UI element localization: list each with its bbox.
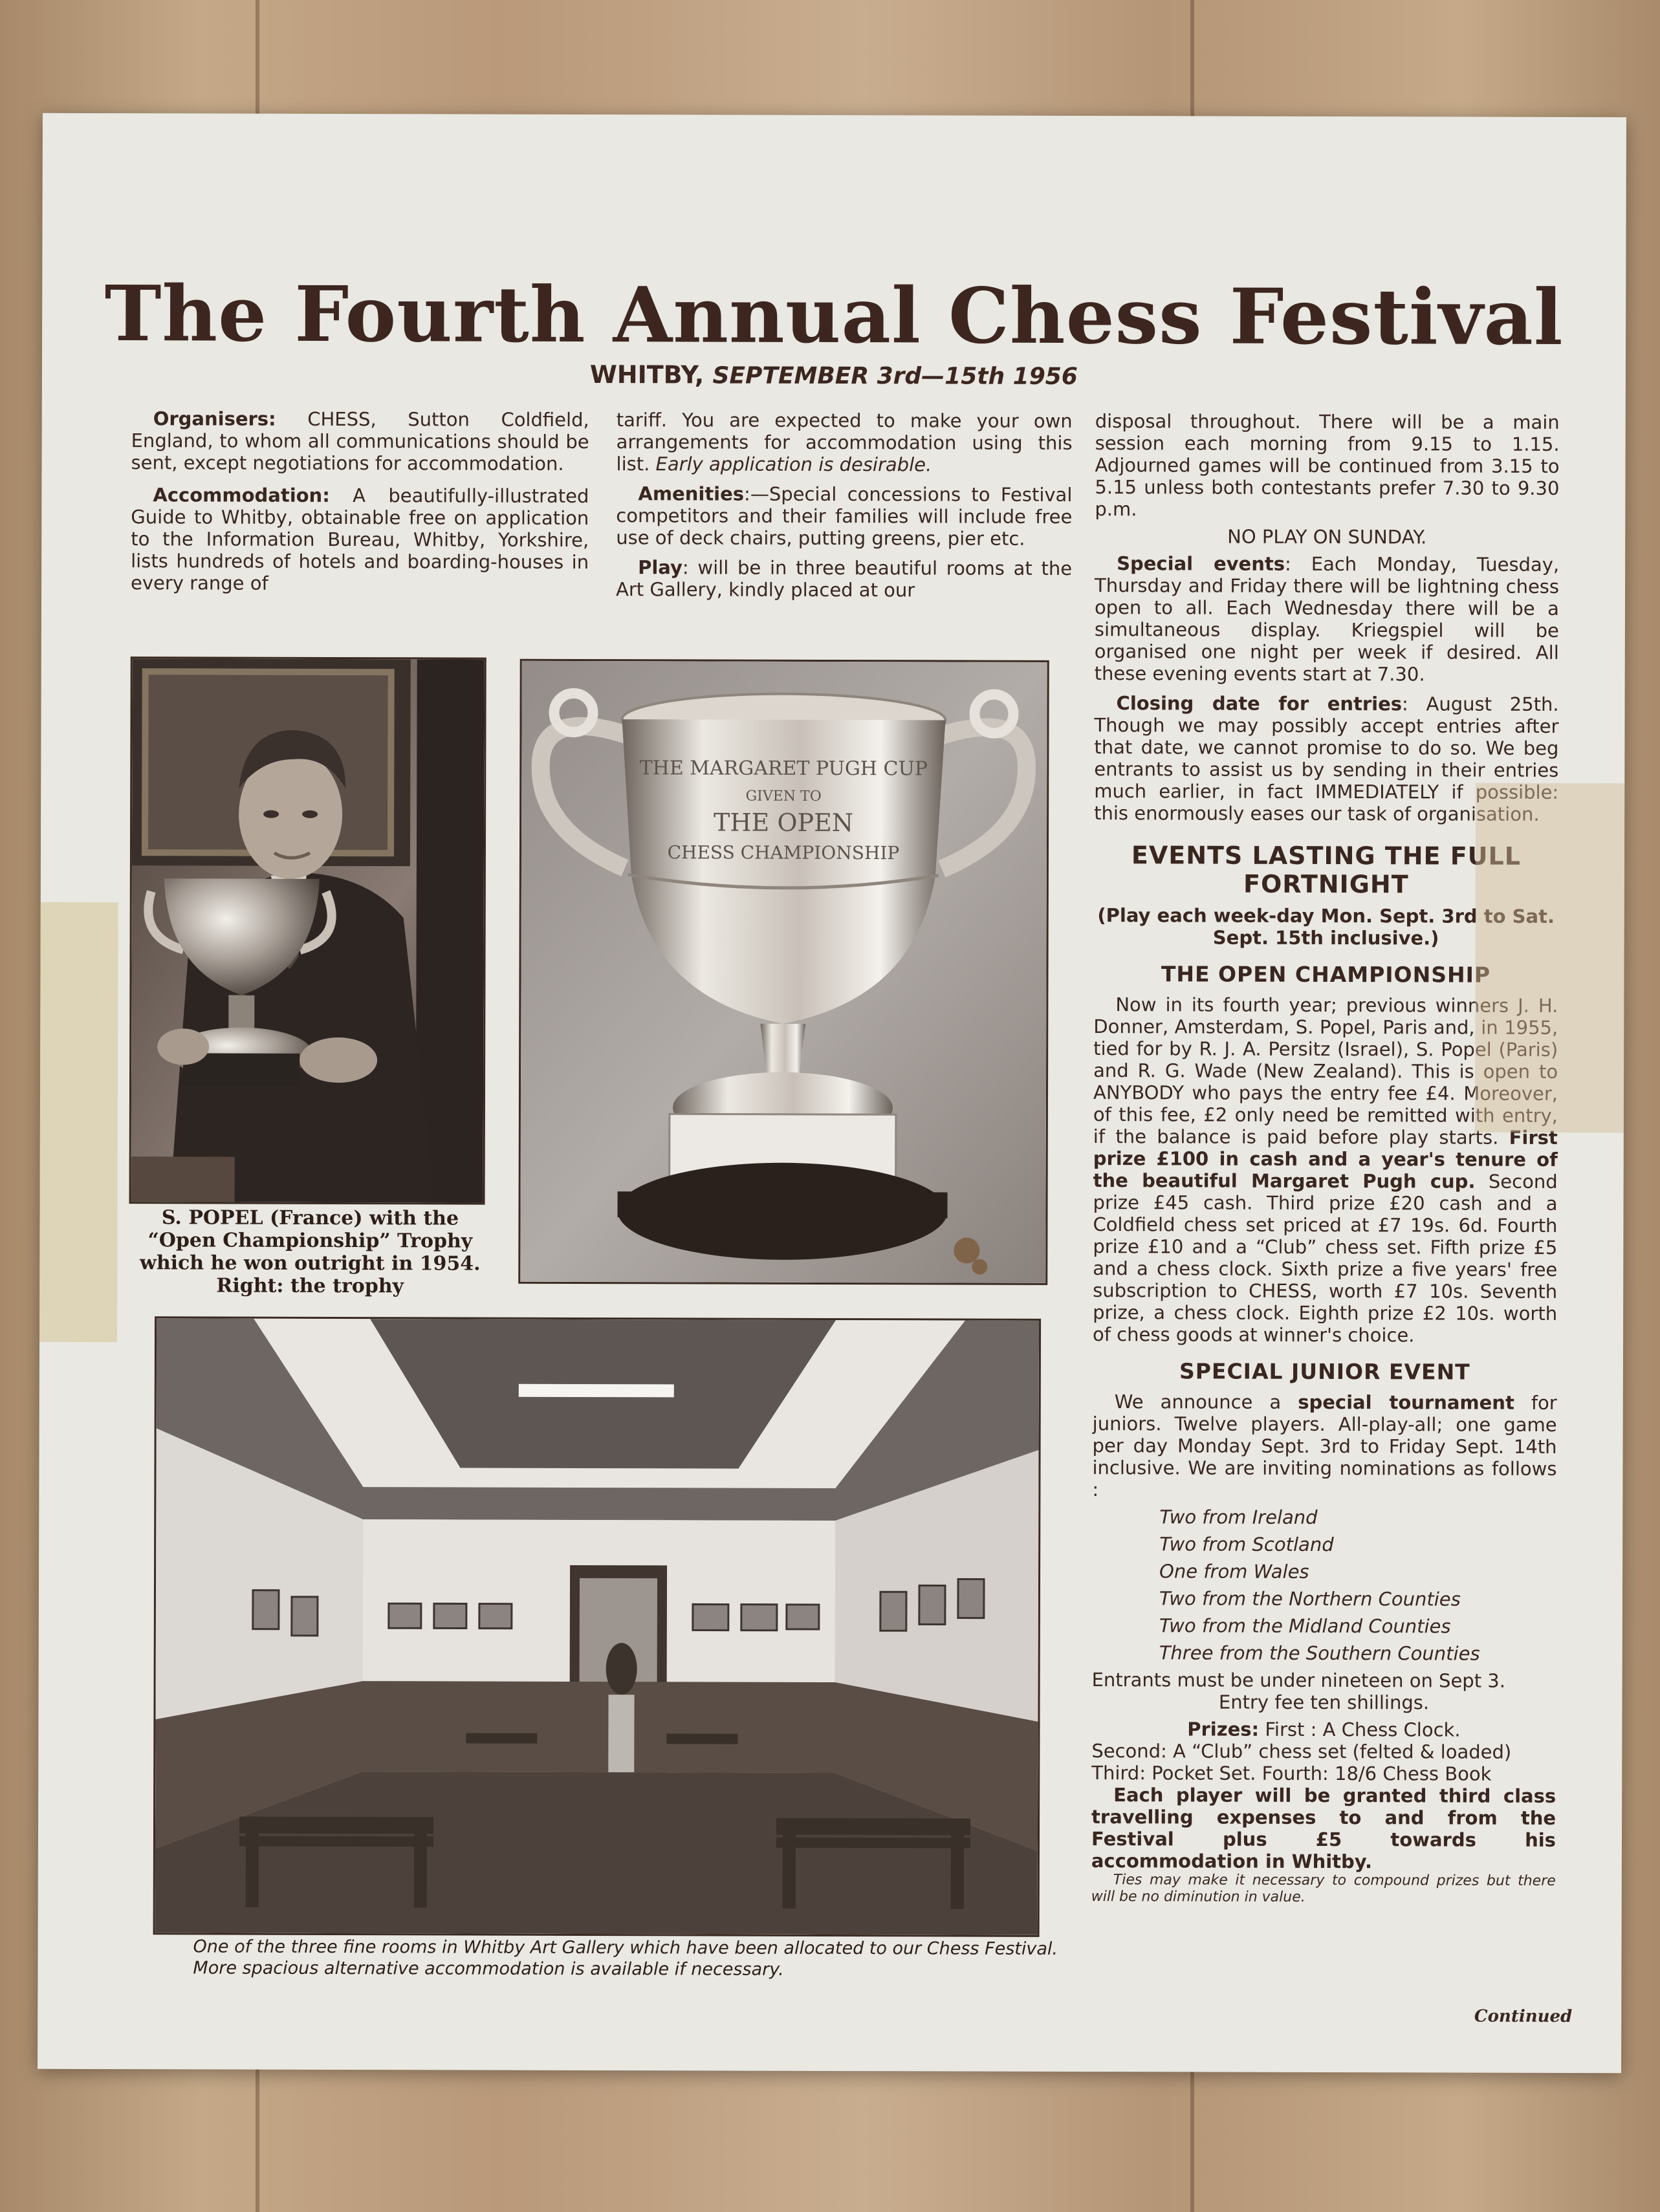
gallery-photo-image xyxy=(155,1318,1039,1935)
prizes-second: Second: A “Club” chess set (felted & loaded) xyxy=(1091,1740,1512,1763)
continued-label: Continued xyxy=(1474,2006,1573,2027)
prizes-label: Prizes: xyxy=(1187,1718,1260,1740)
nomination-item: Three from the Southern Counties xyxy=(1159,1642,1480,1665)
open-championship-heading: THE OPEN CHAMPIONSHIP xyxy=(1161,961,1491,988)
play-label: Play xyxy=(638,556,683,579)
accommodation-label: Accommodation: xyxy=(153,484,330,506)
trophy-engraving-line: GIVEN TO xyxy=(745,788,822,805)
accommodation-text: A beautifully-illustrated Guide to Whitby, obtainable free on application to the Information Bureau, Whitby, Yorkshire, lists hundreds of hotels and boarding-houses in every range of xyxy=(131,484,589,594)
popel-caption: S. POPEL (France) with the “Open Championship” Trophy which he won outright in 1954. Right: the trophy xyxy=(139,1206,481,1298)
tape-stain-right xyxy=(1475,783,1624,1133)
page-subtitle xyxy=(42,359,1626,391)
subtitle-dates: SEPTEMBER 3rd—15th 1956 xyxy=(712,362,1078,390)
page-title: The Fourth Annual Chess Festival xyxy=(104,268,1564,362)
column-3 xyxy=(1091,410,1560,1912)
organisers-text: CHESS, Sutton Coldfield, England, to whom all communications should be sent, except negotiations for accommodation. xyxy=(131,407,589,475)
subtitle-place: WHITBY, xyxy=(589,360,704,389)
trophy-engraving-line: CHESS CHAMPIONSHIP xyxy=(667,841,900,864)
festival-leaflet xyxy=(38,113,1626,2073)
junior-pre: We announce a xyxy=(1114,1391,1282,1413)
column-1 xyxy=(131,407,589,600)
amenities-paragraph xyxy=(616,483,1072,550)
entrants-age: Entrants must be under nineteen on Sept 3. xyxy=(1091,1669,1506,1692)
nomination-item: Two from the Midland Counties xyxy=(1159,1614,1451,1638)
special-events-text: : Each Monday, Tuesday, Thursday and Friday there will be lightning chess open to all. Each Wednesday there will be a simultaneous display. Kriegspiel will be organised one night per week if desired. All these evening events start at 7.30. xyxy=(1094,552,1560,686)
trophy-photo xyxy=(518,659,1049,1285)
special-events-label: Special events xyxy=(1117,552,1285,575)
disposal-paragraph: disposal throughout. There will be a main session each morning from 9.15 to 1.15. Adjourned games will be continued from 3.15 to 5.15 unless both contestants prefer 7.30 to 9.30 p.m. xyxy=(1095,410,1560,521)
play-paragraph xyxy=(616,556,1072,602)
tariff-italic: Early application is desirable. xyxy=(655,453,932,476)
prizes-third: Third: Pocket Set. Fourth: 18/6 Chess Book xyxy=(1091,1762,1492,1785)
trophy-photo-image xyxy=(520,661,1047,1283)
prizes-first-text: First : A Chess Clock. xyxy=(1265,1718,1461,1741)
popel-photo-image xyxy=(131,658,485,1202)
gallery-photo xyxy=(153,1316,1041,1937)
junior-text: for juniors. Twelve players. All-play-all; one game per day Monday Sept. 3rd to Friday Sept. 14th inclusive. We are inviting nominations as follows : xyxy=(1092,1391,1557,1501)
tape-stain-left xyxy=(39,902,118,1342)
popel-photo xyxy=(129,656,486,1204)
nomination-item: One from Wales xyxy=(1159,1560,1309,1583)
open-championship-text-2: Second prize £45 cash. Third prize £20 cash and a Coldfield chess set priced at £7 19s. 6d. Fourth prize £10 and a “Club” chess set. Fifth prize £5 and a chess clock. Sixth prize a five years' free subscription to CHESS, worth £7 10s. Seventh prize, a chess clock. Eighth prize £2 10s. worth of chess goods at winner's choice. xyxy=(1092,1170,1558,1347)
organisers-paragraph xyxy=(131,407,589,475)
tariff-text: tariff. You are expected to make your own arrangements for accommodation using this list. xyxy=(616,409,1073,475)
special-events-paragraph xyxy=(1095,552,1560,686)
travel-expenses-text: Each player will be granted third class travelling expenses to and from the Festival plus £5 towards his accommodation in Whitby. xyxy=(1091,1784,1556,1873)
junior-event-paragraph xyxy=(1092,1391,1556,1502)
play-text: : will be in three beautiful rooms at the Art Gallery, kindly placed at our xyxy=(615,556,1073,602)
amenities-text: :—Special concessions to Festival competitors and their families will include free use of deck chairs, putting greens, pier etc. xyxy=(616,483,1073,550)
entry-fee: Entry fee ten shillings. xyxy=(1218,1691,1430,1714)
events-subheading: (Play each week-day Mon. Sept. 3rd to Sat. Sept. 15th inclusive.) xyxy=(1097,904,1555,949)
events-heading: EVENTS LASTING THE FULL FORTNIGHT xyxy=(1131,841,1522,899)
nominations-list xyxy=(1092,1506,1557,1665)
trophy-engraving-line: THE MARGARET PUGH CUP xyxy=(639,757,928,781)
column-2 xyxy=(616,409,1073,607)
nomination-item: Two from Ireland xyxy=(1159,1506,1318,1528)
ties-note: Ties may make it necessary to compound prizes but there will be no diminution in value. xyxy=(1091,1872,1556,1905)
closing-date-text: : August 25th. Though we may possibly accept entries after that date, we cannot promise to do so. We beg entrants to assist us by sending in their entries much earlier, in fact IMMEDIATELY if possible: this enormously eases our task of organisation. xyxy=(1094,693,1559,825)
gallery-caption: One of the three fine rooms in Whitby Art Gallery which have been allocated to our Chess Festival. More spacious alternative accommodation is available if necessary. xyxy=(193,1936,1058,1980)
accommodation-paragraph xyxy=(131,484,589,595)
prizes-first xyxy=(1091,1718,1556,1741)
junior-bold: special tournament xyxy=(1298,1391,1514,1414)
closing-date-label: Closing date for entries xyxy=(1116,692,1403,715)
no-play-notice: NO PLAY ON SUNDAY. xyxy=(1227,525,1427,548)
trophy-engraving-line: THE OPEN xyxy=(714,808,854,838)
organisers-label: Organisers: xyxy=(153,407,276,430)
tariff-paragraph xyxy=(617,409,1073,476)
amenities-label: Amenities xyxy=(638,483,745,505)
nomination-item: Two from the Northern Counties xyxy=(1159,1587,1461,1610)
nomination-item: Two from Scotland xyxy=(1159,1533,1334,1556)
open-championship-text-1: Now in its fourth year; previous winners J. H. Donner, Amsterdam, S. Popel, Paris and, in 1955, tied for by R. J. A. Persitz (Israel), S. Popel (Paris) and R. G. Wade (New Zealand). This is open to ANYBODY who pays the entry fee £4. Moreover, of this fee, £2 only need be remitted with entry, if the balance is paid before play starts. xyxy=(1093,993,1558,1149)
travel-expenses xyxy=(1091,1784,1556,1873)
open-championship-prize-bold: First prize £100 in cash and a year's tenure of the beautiful Margaret Pugh cup. xyxy=(1093,1126,1558,1193)
junior-event-heading: SPECIAL JUNIOR EVENT xyxy=(1179,1358,1470,1385)
